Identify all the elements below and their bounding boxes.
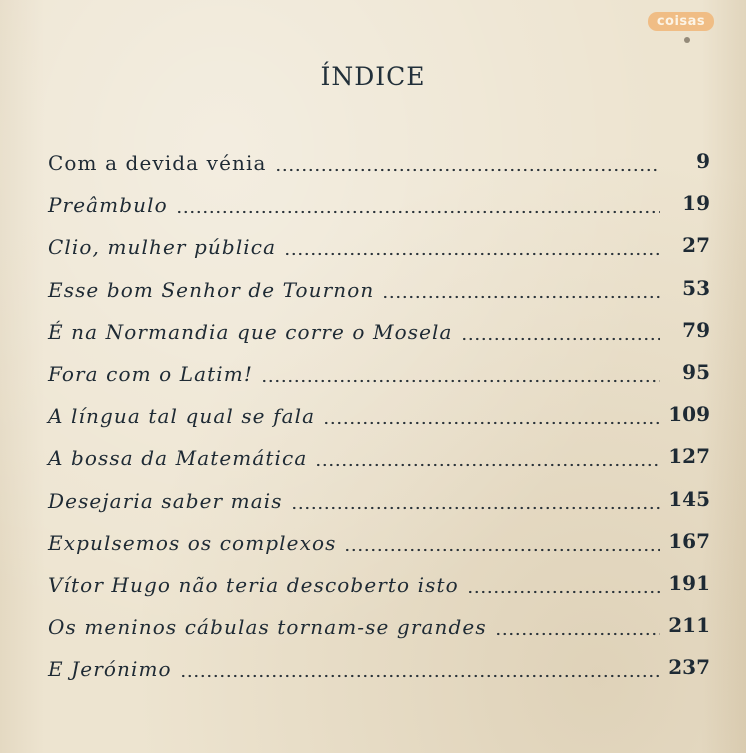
watermark-logo: coisas bbox=[648, 12, 714, 31]
toc-entry-title: Fora com o Latim! bbox=[48, 361, 253, 386]
toc-entry-page: 79 bbox=[682, 317, 710, 342]
dot-leader bbox=[467, 572, 660, 598]
toc-entry-title: Esse bom Senhor de Tournon bbox=[48, 277, 375, 302]
dot-leader bbox=[275, 150, 660, 176]
dot-leader bbox=[284, 234, 660, 260]
toc-entry bbox=[48, 445, 712, 487]
toc-entry bbox=[48, 530, 712, 572]
toc-entry bbox=[48, 361, 712, 403]
dot-leader bbox=[344, 530, 660, 556]
page-title: ÍNDICE bbox=[320, 62, 426, 91]
ink-speck bbox=[684, 37, 690, 43]
toc-entry-page: 109 bbox=[668, 402, 710, 427]
toc-entry-title: A língua tal qual se fala bbox=[48, 404, 316, 429]
toc-entry-title: Os meninos cábulas tornam-se grandes bbox=[48, 615, 487, 640]
toc-entry bbox=[48, 277, 712, 319]
dot-leader bbox=[495, 614, 660, 640]
toc-entry bbox=[48, 614, 712, 656]
toc-entry-title: E Jerónimo bbox=[48, 657, 172, 682]
toc-entry-page: 191 bbox=[668, 570, 710, 595]
dot-leader bbox=[180, 656, 660, 682]
toc-entry-page: 127 bbox=[668, 444, 710, 469]
toc-entry bbox=[48, 234, 712, 276]
dot-leader bbox=[315, 445, 660, 471]
toc-entry-page: 211 bbox=[668, 613, 710, 638]
toc-entry bbox=[48, 403, 712, 445]
toc-entry-title: Preâmbulo bbox=[48, 193, 168, 218]
toc-entry-title: Clio, mulher pública bbox=[48, 235, 277, 260]
toc-entry-title: Vítor Hugo não teria descoberto isto bbox=[48, 572, 459, 597]
toc-entry-page: 95 bbox=[682, 359, 710, 384]
dot-leader bbox=[323, 403, 660, 429]
toc-entry bbox=[48, 319, 712, 361]
dot-leader bbox=[176, 192, 660, 218]
toc-entry-page: 9 bbox=[696, 149, 710, 173]
toc-entry-title: Expulsemos os complexos bbox=[48, 530, 337, 555]
dot-leader bbox=[261, 361, 660, 387]
toc-entry-page: 27 bbox=[682, 233, 710, 258]
toc-entry bbox=[48, 192, 712, 234]
toc-entry-page: 237 bbox=[668, 655, 710, 680]
toc-entry-title: Desejaria saber mais bbox=[48, 488, 283, 513]
toc-entry-title: A bossa da Matemática bbox=[48, 446, 308, 471]
toc-entry-page: 167 bbox=[668, 528, 710, 553]
toc-entry-title: Com a devida vénia bbox=[48, 151, 267, 175]
toc-entry bbox=[48, 488, 712, 530]
toc-entry-page: 53 bbox=[682, 275, 710, 300]
table-of-contents bbox=[48, 150, 712, 698]
toc-entry-page: 19 bbox=[682, 191, 710, 216]
dot-leader bbox=[461, 319, 660, 345]
dot-leader bbox=[291, 488, 660, 514]
toc-entry-title: É na Normandia que corre o Mosela bbox=[48, 319, 453, 344]
dot-leader bbox=[382, 277, 660, 303]
toc-entry bbox=[48, 656, 712, 698]
toc-entry bbox=[48, 150, 712, 192]
toc-entry bbox=[48, 572, 712, 614]
toc-entry-page: 145 bbox=[668, 486, 710, 511]
